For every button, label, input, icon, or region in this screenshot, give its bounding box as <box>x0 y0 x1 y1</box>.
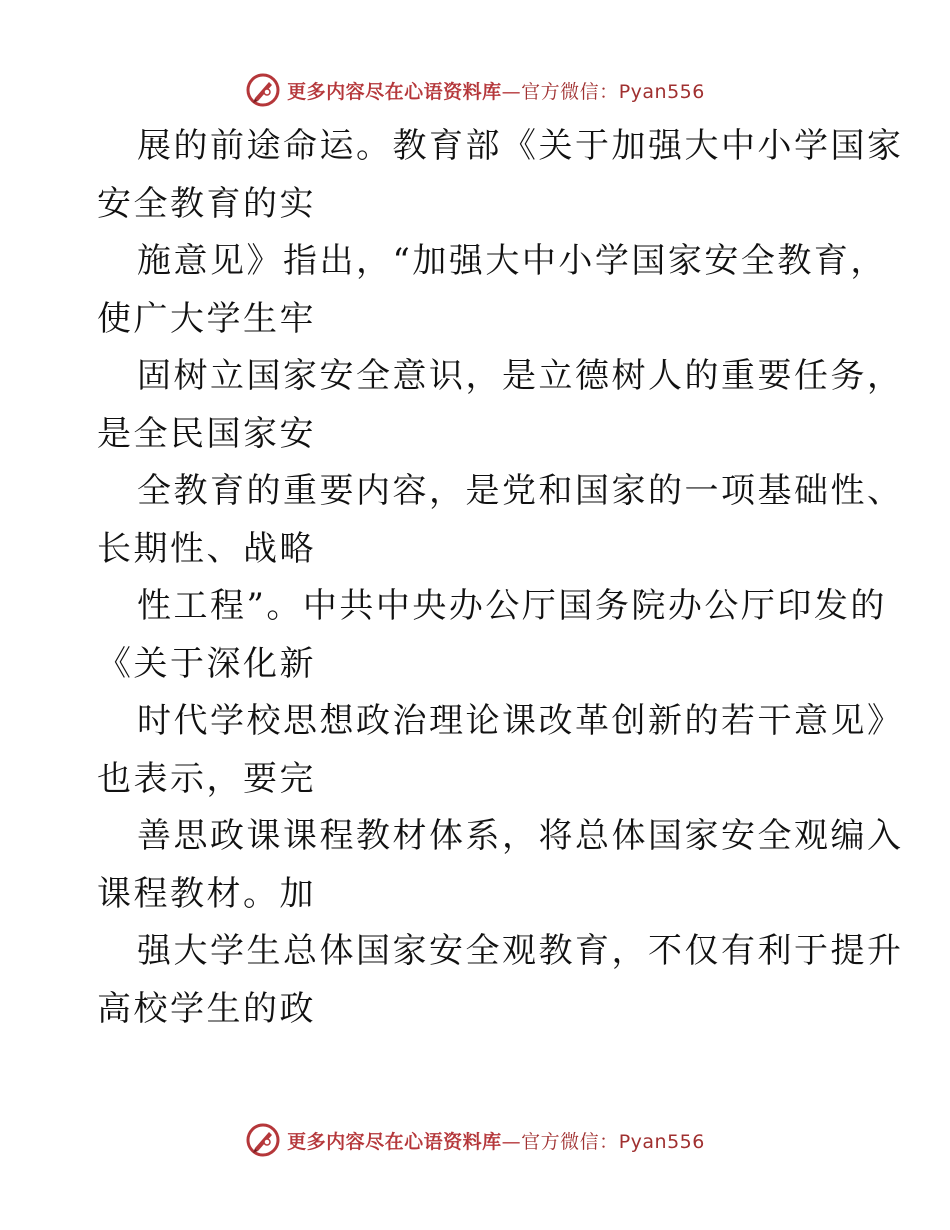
text-line: 全教育的重要内容，是党和国家的一项基础性、 <box>137 471 904 511</box>
banner-dash: — <box>501 1130 522 1153</box>
banner-text <box>287 1127 705 1154</box>
text-line: 施意见》指出，“加强大中小学国家安全教育， <box>137 241 887 281</box>
text-line: 展的前途命运。教育部《关于加强大中小学国家 <box>137 126 904 166</box>
pen-logo-icon <box>245 1122 281 1158</box>
text-line: 安全教育的实 <box>97 183 316 224</box>
footer-watermark-banner <box>0 1120 950 1160</box>
text-line: 善思政课课程教材体系，将总体国家安全观编入 <box>137 816 904 856</box>
banner-content <box>245 72 705 108</box>
text-line: 使广大学生牢 <box>97 298 316 339</box>
banner-wechat-id: Pyan556 <box>618 1130 705 1153</box>
text-line: 高校学生的政 <box>97 988 316 1029</box>
banner-wechat-id: Pyan556 <box>618 80 705 103</box>
document-body <box>97 118 904 1038</box>
pen-logo-icon <box>245 72 281 108</box>
text-line: 《关于深化新 <box>97 643 316 684</box>
banner-content <box>245 1122 705 1158</box>
banner-wechat-label: 官方微信： <box>521 80 619 103</box>
banner-dash: — <box>501 80 522 103</box>
text-line: 课程教材。加 <box>97 873 316 914</box>
text-line: 固树立国家安全意识，是立德树人的重要任务， <box>137 356 904 396</box>
banner-main-text: 更多内容尽在心语资料库 <box>287 1130 502 1153</box>
text-line: 也表示，要完 <box>97 758 316 799</box>
text-line: 时代学校思想政治理论课改革创新的若干意见》 <box>137 701 904 741</box>
text-line: 长期性、战略 <box>97 528 316 569</box>
banner-wechat-label: 官方微信： <box>521 1130 619 1153</box>
banner-text <box>287 77 705 104</box>
header-watermark-banner <box>0 70 950 110</box>
text-line: 强大学生总体国家安全观教育，不仅有利于提升 <box>137 931 904 971</box>
text-line: 性工程”。中共中央办公厅国务院办公厅印发的 <box>137 586 887 626</box>
text-line: 是全民国家安 <box>97 413 316 454</box>
banner-main-text: 更多内容尽在心语资料库 <box>287 80 502 103</box>
